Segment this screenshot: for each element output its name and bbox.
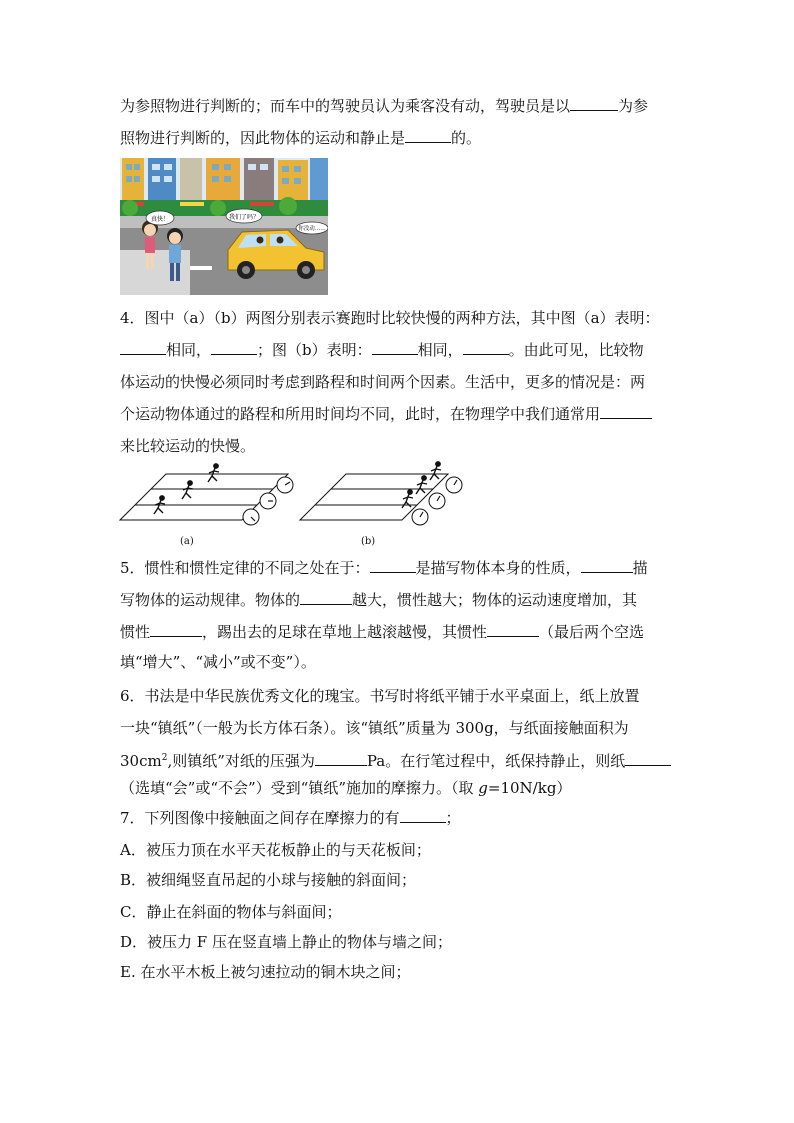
q7-text: ； [445,809,461,827]
answer-blank[interactable] [370,558,416,573]
street-scene-illustration [120,158,328,295]
q7-text: 7．下列图像中接触面之间存在摩擦力的有 [120,809,400,827]
q3-line-1 [120,96,680,116]
answer-blank[interactable] [581,558,633,573]
q4-text: 相同， [166,341,212,359]
figure-b-label: (b) [361,536,376,547]
q7-line-1 [120,808,680,828]
answer-blank[interactable] [487,622,539,637]
answer-blank[interactable] [570,96,618,111]
q5-line-4 [120,652,680,672]
q4-line-1 [120,308,680,328]
q4-line-2 [120,340,680,360]
answer-blank[interactable] [211,340,257,355]
q5-text: 是描写物体本身的性质， [415,559,581,577]
q4-text: 体运动的快慢必须同时考虑到路程和时间两个因素。生活中，更多的情况是：两 [120,373,646,391]
option-text: A．被压力顶在水平天花板静止的与天花板间； [120,841,431,859]
q6-text: （选填“会”或“不会”）受到“镇纸”施加的摩擦力。（取 [120,779,479,797]
q4-text: 相同， [417,341,463,359]
q6-text: 一块“镇纸”（一般为长方体石条）。该“镇纸”质量为 300g，与纸面接触面积为 [120,719,629,737]
driver-speech-bubble: 你没动…… [298,226,326,232]
option-text: C．静止在斜面的物体与斜面间； [120,903,342,921]
q4-line-5 [120,436,680,456]
q5-text: 描 [632,559,648,577]
option-text: D．被压力 F 压在竖直墙上静止的物体与墙之间； [120,933,452,951]
q4-text: 4．图中（a）（b）两图分别表示赛跑时比较快慢的两种方法，其中图（a）表明： [120,309,660,327]
answer-blank[interactable] [600,404,652,419]
q7-option-a [120,840,680,860]
option-text: B．被细绳竖直吊起的小球与接触的斜面间； [120,871,417,889]
q6-line-2 [120,718,680,738]
q5-text: 越大，惯性越大；物体的运动速度增加，其 [352,591,638,609]
q5-text: ，踢出去的足球在草地上越滚越慢，其惯性 [202,623,488,641]
answer-blank[interactable] [400,808,446,823]
q6-superscript: 2 [161,753,168,763]
q3-text: 为参照物进行判断的；而车中的驾驶员认为乘客没有动，驾驶员是以 [120,97,571,115]
q3-line-2 [120,128,680,148]
q5-text: 写物体的运动规律。物体的 [120,591,301,609]
answer-blank[interactable] [405,128,451,143]
answer-blank[interactable] [372,340,418,355]
race-comparison-figure [118,460,468,532]
q4-line-4 [120,404,680,424]
q4-text: ；图（b）表明： [257,341,372,359]
q4-text: 个运动物体通过的路程和所用时间均不同，此时，在物理学中我们通常用 [120,405,601,423]
answer-blank[interactable] [625,751,671,766]
q3-text: 的。 [451,129,482,147]
girl-speech-bubble: 真快！ [150,216,170,223]
q5-text: 填“增大”、“减小”或不变”）。 [120,653,316,671]
figure-a-label: (a) [180,536,194,547]
q5-line-2 [120,590,680,610]
q5-text: （最后两个空选 [539,623,645,641]
answer-blank[interactable] [315,751,367,766]
q5-line-3 [120,622,680,642]
q3-text: 照物进行判断的，因此物体的运动和静止是 [120,129,406,147]
passenger-speech-bubble: 我们了吗？ [228,214,260,221]
q3-text: 为参 [618,97,649,115]
q5-text: 惯性 [120,623,151,641]
answer-blank[interactable] [150,622,202,637]
q4-text: 。由此可见，比较物 [508,341,644,359]
q6-text: ,则镇纸”对纸的压强为 [167,752,315,770]
q7-option-b [120,870,680,890]
q7-option-d [120,932,680,952]
answer-blank[interactable] [463,340,509,355]
q6-text: 30cm [120,752,162,770]
q7-option-c [120,902,680,922]
answer-blank[interactable] [120,340,166,355]
q6-text: Pa。在行笔过程中，纸保持静止，则纸 [366,752,626,770]
q6-text: =10N/kg） [487,779,572,797]
q6-variable-g: g [478,779,488,797]
q6-line-1 [120,686,680,706]
q5-line-1 [120,558,680,578]
q6-line-3 [120,748,680,771]
option-text: E. 在水平木板上被匀速拉动的铜木块之间； [120,963,411,981]
q6-line-4 [120,778,680,798]
answer-blank[interactable] [300,590,352,605]
q4-line-3 [120,372,680,392]
q4-text: 来比较运动的快慢。 [120,437,256,455]
q6-text: 6．书法是中华民族优秀文化的瑰宝。书写时将纸平铺于水平桌面上，纸上放置 [120,687,640,705]
q7-option-e [120,962,680,982]
q5-text: 5．惯性和惯性定律的不同之处在于： [120,559,370,577]
